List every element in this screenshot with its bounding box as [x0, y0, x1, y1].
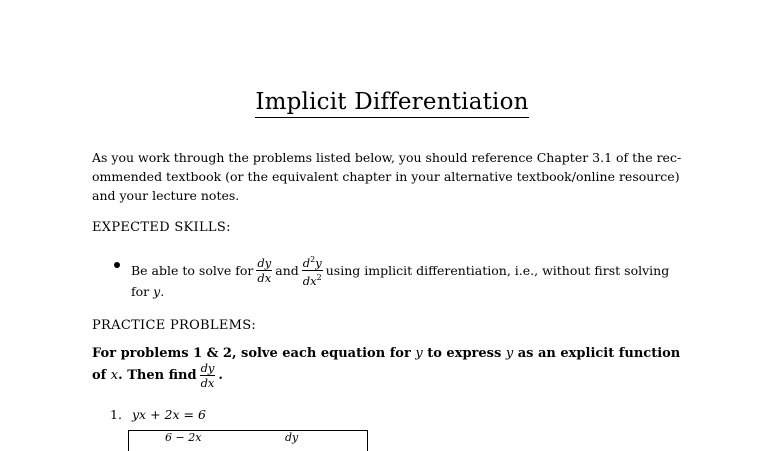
problem-equation: yx + 2x = 6: [131, 407, 206, 422]
skill-line2-prefix: for: [131, 284, 150, 299]
fraction-denominator: dx: [257, 270, 272, 285]
intro-paragraph: [92, 148, 696, 205]
second-derivative-fraction: [302, 254, 323, 287]
instruction-text-b: to express: [427, 346, 502, 361]
numerator-exponent: 2: [310, 255, 316, 264]
intro-line-3: and your lecture notes.: [92, 188, 240, 203]
denominator-base: dx: [302, 273, 317, 288]
instruction-variable-y: y: [505, 346, 514, 361]
problem-1: [110, 407, 206, 422]
fraction-denominator: dx: [200, 376, 215, 390]
fraction-numerator: dy: [200, 361, 215, 375]
skill-suffix: using implicit differentiation, i.e., without first solving: [325, 262, 670, 278]
instruction-variable-y: y: [415, 346, 423, 361]
dy-dx-fraction: [200, 362, 216, 389]
skill-prefix: Be able to solve for: [131, 262, 254, 278]
instruction-line-1: [92, 344, 696, 363]
skill-line-2: [131, 284, 164, 299]
instruction-text-find: . Then find: [118, 368, 197, 383]
intro-line-2: ommended textbook (or the equivalent chapter in your alternative textbook/online resource): [92, 169, 680, 184]
skill-line: [131, 254, 696, 287]
instruction-text-c: as an explicit function: [517, 346, 681, 361]
instruction-period: .: [218, 368, 223, 383]
practice-problems-heading: PRACTICE PROBLEMS:: [92, 318, 257, 333]
skill-and: and: [275, 262, 299, 278]
fraction-denominator: [302, 271, 323, 287]
instruction-variable-x: x: [110, 368, 119, 383]
instruction-text-a: For problems 1 & 2, solve each equation for: [92, 346, 411, 361]
problem-number: 1.: [110, 407, 122, 422]
bullet-icon: [114, 262, 120, 268]
fraction-numerator: [302, 254, 323, 271]
title-container: [0, 88, 784, 118]
instruction-line-2: [92, 362, 223, 389]
skill-line2-suffix: .: [160, 284, 165, 299]
document-title: Implicit Differentiation: [255, 88, 528, 118]
answer-snippet-left: 6 − 2x: [165, 431, 202, 444]
instruction-text-of: of: [92, 368, 107, 383]
skill-line2-variable: y: [153, 284, 161, 299]
dy-dx-fraction: [256, 257, 272, 284]
numerator-variable: y: [315, 255, 322, 270]
intro-line-1: As you work through the problems listed below, you should reference Chapter 3.1 of the rec-: [92, 150, 682, 165]
denominator-exponent: 2: [316, 272, 322, 282]
expected-skills-heading: EXPECTED SKILLS:: [92, 220, 231, 235]
numerator-base: d: [302, 255, 311, 270]
fraction-numerator: dy: [257, 255, 272, 270]
answer-snippet-right: dy: [285, 431, 299, 444]
